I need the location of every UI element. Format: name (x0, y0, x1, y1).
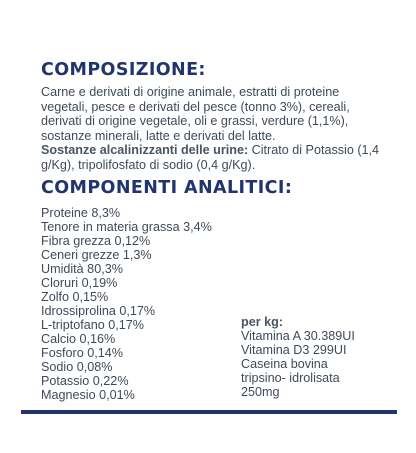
list-item: Vitamina A 30.389UI (241, 329, 355, 343)
alkalizing-text: Citrato di Potassio (1,4 g/Kg), tripolifosfato di sodio (0,4 g/Kg). (41, 143, 380, 172)
list-item: Sodio 0,08% (41, 360, 113, 374)
list-item: Vitamina D3 299UI (241, 343, 347, 357)
list-item: Umidità 80,3% (41, 262, 123, 276)
list-item: Ceneri grezze 1,3% (41, 248, 152, 262)
list-item: Proteine 8,3% (41, 206, 121, 220)
list-item: Potassio 0,22% (41, 374, 129, 388)
list-item: 250mg (241, 385, 280, 399)
list-item: L-triptofano 0,17% (41, 318, 144, 332)
bottom-divider (21, 410, 397, 414)
alkalizing-label: Sostanze alcalinizzanti delle urine: (41, 143, 249, 158)
list-item: Idrossiprolina 0,17% (41, 304, 156, 318)
alkalizing-paragraph (41, 143, 381, 172)
list-item: Fosforo 0,14% (41, 346, 123, 360)
list-item: Caseina bovina (241, 357, 328, 371)
per-kg-list (241, 329, 355, 399)
analytical-list (41, 206, 212, 402)
composition-text (41, 85, 381, 173)
list-item: Calcio 0,16% (41, 332, 116, 346)
analytical-heading: COMPONENTI ANALITICI: (41, 178, 293, 198)
list-item: tripsino- idrolisata (241, 371, 340, 385)
list-item: Fibra grezza 0,12% (41, 234, 151, 248)
list-item: Magnesio 0,01% (41, 388, 135, 402)
per-kg-block (241, 315, 355, 399)
list-item: Cloruri 0,19% (41, 276, 118, 290)
per-kg-label: per kg: (241, 315, 283, 329)
list-item: Zolfo 0,15% (41, 290, 109, 304)
list-item: Tenore in materia grassa 3,4% (41, 220, 212, 234)
composition-paragraph: Carne e derivati di origine animale, estratti di proteine vegetali, pesce e derivati del pesce (tonno 3%), cereali, derivati di origine vegetale, oli e grassi, verdure (1,1%), sostanze minerali, latte e derivati del latte. (41, 85, 350, 143)
composition-heading: COMPOSIZIONE: (41, 60, 206, 80)
